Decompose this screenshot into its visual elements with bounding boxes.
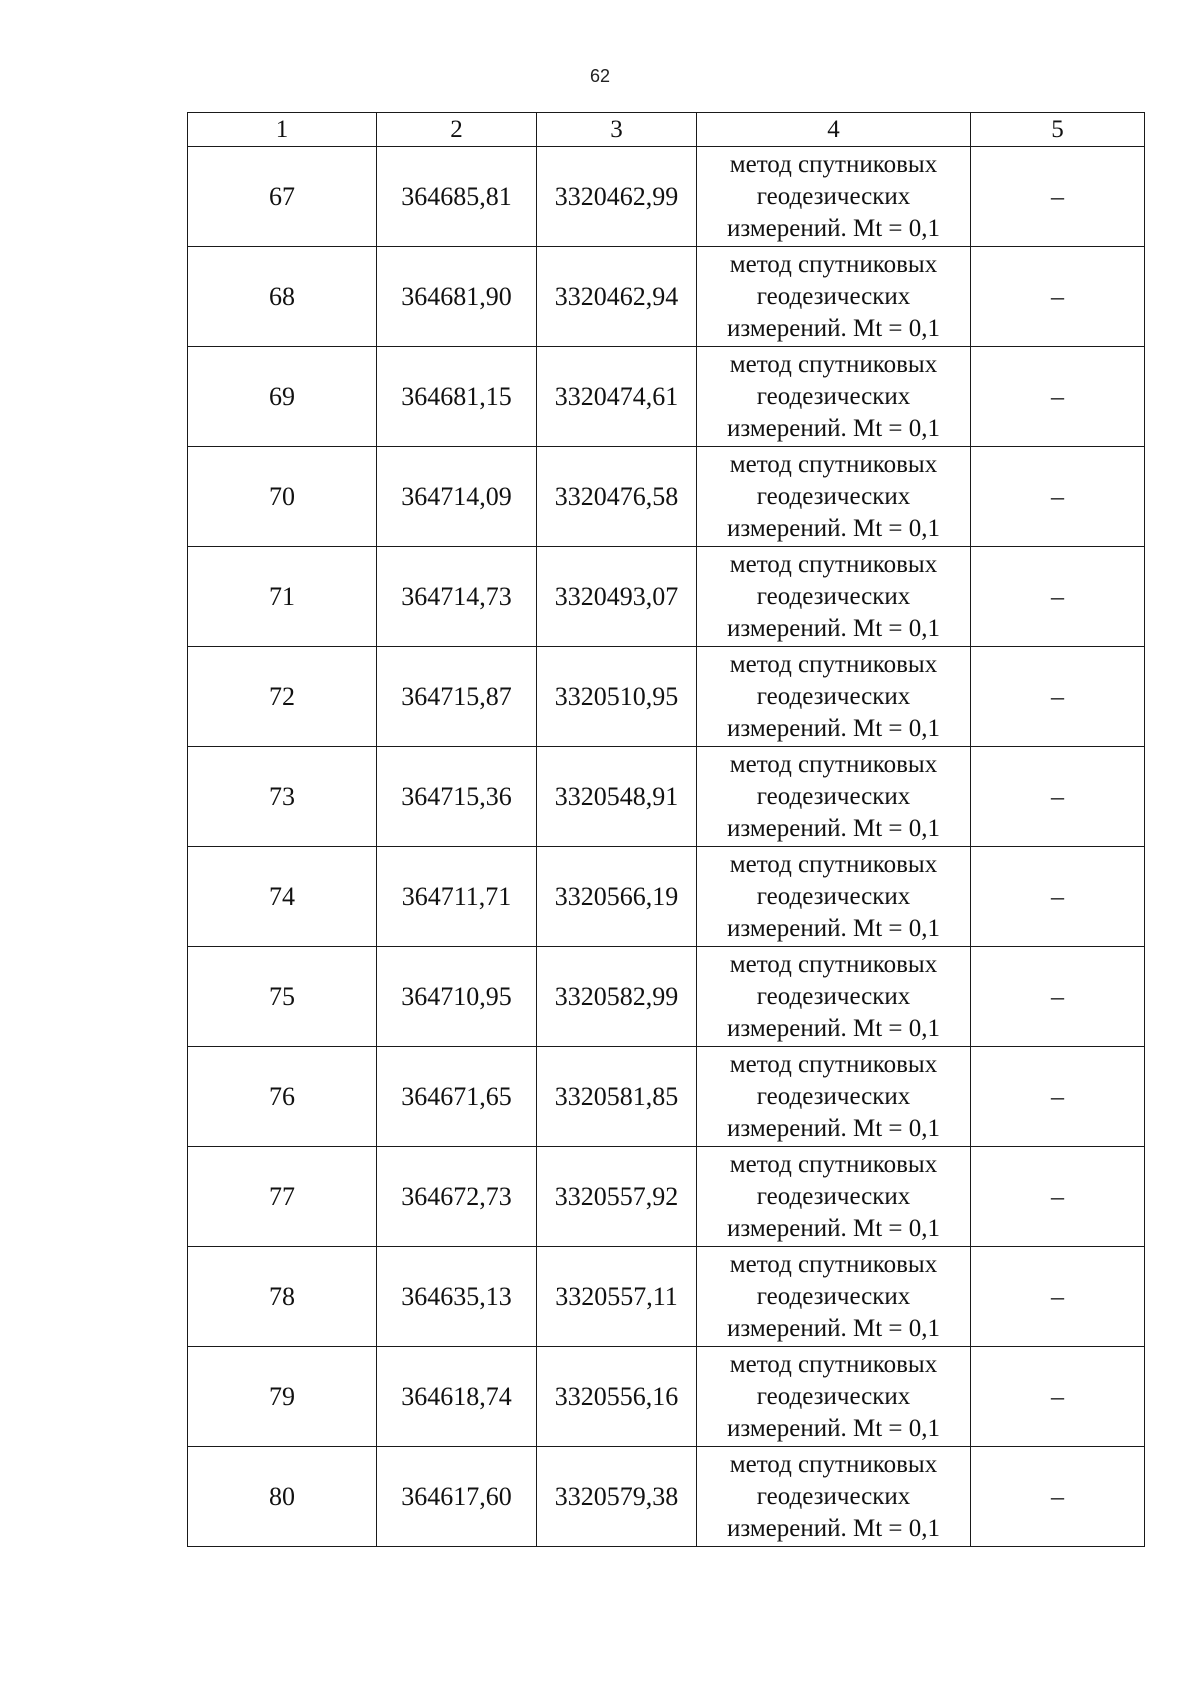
method-cell [697, 1247, 971, 1347]
point-number-cell: 72 [188, 647, 377, 747]
page-number: 62 [589, 66, 611, 86]
note-cell: – [971, 947, 1145, 1047]
method-text-line-2: геодезических [756, 482, 911, 510]
method-text-line-1: метод спутниковых [729, 1350, 938, 1378]
table-row [188, 1447, 1145, 1547]
method-text-line-1: метод спутниковых [729, 1150, 938, 1178]
method-text-line-3: измерений. Mt = 0,1 [726, 1214, 941, 1242]
note-cell: – [971, 1347, 1145, 1447]
point-number-cell: 74 [188, 847, 377, 947]
note-cell: – [971, 647, 1145, 747]
table-row [188, 147, 1145, 247]
method-text-line-1: метод спутниковых [729, 350, 938, 378]
method-text-line-1: метод спутниковых [729, 850, 938, 878]
coordinate-y-cell: 3320581,85 [537, 1047, 697, 1147]
table-row [188, 647, 1145, 747]
method-cell [697, 247, 971, 347]
method-cell [697, 147, 971, 247]
method-cell [697, 847, 971, 947]
coordinate-x-cell: 364681,90 [377, 247, 537, 347]
table-row [188, 247, 1145, 347]
method-text-line-3: измерений. Mt = 0,1 [726, 314, 941, 342]
coordinate-x-cell: 364618,74 [377, 1347, 537, 1447]
note-cell: – [971, 1447, 1145, 1547]
method-text-line-1: метод спутниковых [729, 450, 938, 478]
method-text-line-1: метод спутниковых [729, 750, 938, 778]
method-text-line-2: геодезических [756, 682, 911, 710]
method-cell [697, 1447, 971, 1547]
method-text-line-1: метод спутниковых [729, 950, 938, 978]
method-text-line-1: метод спутниковых [729, 1050, 938, 1078]
method-text-line-3: измерений. Mt = 0,1 [726, 714, 941, 742]
table-row [188, 1047, 1145, 1147]
method-text-line-2: геодезических [756, 882, 911, 910]
coordinate-y-cell: 3320548,91 [537, 747, 697, 847]
coordinate-x-cell: 364685,81 [377, 147, 537, 247]
coordinate-y-cell: 3320462,94 [537, 247, 697, 347]
method-text-line-3: измерений. Mt = 0,1 [726, 914, 941, 942]
coordinate-y-cell: 3320476,58 [537, 447, 697, 547]
note-cell: – [971, 1247, 1145, 1347]
coordinate-x-cell: 364617,60 [377, 1447, 537, 1547]
method-text-line-2: геодезических [756, 582, 911, 610]
method-text-line-3: измерений. Mt = 0,1 [726, 1014, 941, 1042]
method-cell [697, 347, 971, 447]
note-cell: – [971, 1147, 1145, 1247]
coordinate-y-cell: 3320582,99 [537, 947, 697, 1047]
method-text-line-2: геодезических [756, 1482, 911, 1510]
point-number-cell: 73 [188, 747, 377, 847]
method-text-line-3: измерений. Mt = 0,1 [726, 514, 941, 542]
coordinate-x-cell: 364711,71 [377, 847, 537, 947]
coordinate-y-cell: 3320462,99 [537, 147, 697, 247]
point-number-cell: 68 [188, 247, 377, 347]
point-number-cell: 75 [188, 947, 377, 1047]
coordinates-table-container [187, 112, 1144, 1547]
method-text-line-1: метод спутниковых [729, 650, 938, 678]
method-text-line-2: геодезических [756, 382, 911, 410]
note-cell: – [971, 1047, 1145, 1147]
method-cell [697, 647, 971, 747]
method-text-line-1: метод спутниковых [729, 150, 938, 178]
method-text-line-3: измерений. Mt = 0,1 [726, 414, 941, 442]
note-cell: – [971, 247, 1145, 347]
method-text-line-3: измерений. Mt = 0,1 [726, 614, 941, 642]
point-number-cell: 80 [188, 1447, 377, 1547]
column-header-4: 4 [697, 113, 971, 147]
coordinate-x-cell: 364715,87 [377, 647, 537, 747]
method-text-line-3: измерений. Mt = 0,1 [726, 1314, 941, 1342]
note-cell: – [971, 847, 1145, 947]
point-number-cell: 77 [188, 1147, 377, 1247]
header-row [188, 113, 1145, 147]
method-text-line-1: метод спутниковых [729, 1450, 938, 1478]
coordinate-y-cell: 3320579,38 [537, 1447, 697, 1547]
table-row [188, 447, 1145, 547]
method-cell [697, 1147, 971, 1247]
method-text-line-2: геодезических [756, 782, 911, 810]
method-text-line-3: измерений. Mt = 0,1 [726, 214, 941, 242]
method-text-line-3: измерений. Mt = 0,1 [726, 1514, 941, 1542]
coordinate-y-cell: 3320510,95 [537, 647, 697, 747]
method-text-line-3: измерений. Mt = 0,1 [726, 814, 941, 842]
method-cell [697, 447, 971, 547]
method-cell [697, 747, 971, 847]
table-row [188, 347, 1145, 447]
method-cell [697, 1047, 971, 1147]
column-header-5: 5 [971, 113, 1145, 147]
method-text-line-2: геодезических [756, 182, 911, 210]
note-cell: – [971, 147, 1145, 247]
method-text-line-1: метод спутниковых [729, 1250, 938, 1278]
coordinate-x-cell: 364715,36 [377, 747, 537, 847]
coordinate-y-cell: 3320566,19 [537, 847, 697, 947]
method-cell [697, 547, 971, 647]
coordinate-x-cell: 364714,73 [377, 547, 537, 647]
coordinate-x-cell: 364710,95 [377, 947, 537, 1047]
table-row [188, 747, 1145, 847]
coordinate-y-cell: 3320493,07 [537, 547, 697, 647]
column-header-1: 1 [188, 113, 377, 147]
coordinate-x-cell: 364635,13 [377, 1247, 537, 1347]
method-text-line-2: геодезических [756, 982, 911, 1010]
coordinate-y-cell: 3320557,11 [537, 1247, 697, 1347]
method-text-line-3: измерений. Mt = 0,1 [726, 1414, 941, 1442]
coordinate-y-cell: 3320556,16 [537, 1347, 697, 1447]
method-text-line-2: геодезических [756, 1082, 911, 1110]
method-cell [697, 947, 971, 1047]
method-text-line-3: измерений. Mt = 0,1 [726, 1114, 941, 1142]
point-number-cell: 76 [188, 1047, 377, 1147]
method-text-line-2: геодезических [756, 1182, 911, 1210]
method-text-line-2: геодезических [756, 1282, 911, 1310]
table-row [188, 1147, 1145, 1247]
coordinates-table [187, 112, 1145, 1547]
coordinate-x-cell: 364681,15 [377, 347, 537, 447]
coordinate-x-cell: 364671,65 [377, 1047, 537, 1147]
note-cell: – [971, 447, 1145, 547]
coordinate-y-cell: 3320557,92 [537, 1147, 697, 1247]
table-row [188, 547, 1145, 647]
table-row [188, 1347, 1145, 1447]
method-cell [697, 1347, 971, 1447]
note-cell: – [971, 347, 1145, 447]
point-number-cell: 78 [188, 1247, 377, 1347]
point-number-cell: 71 [188, 547, 377, 647]
note-cell: – [971, 547, 1145, 647]
method-text-line-2: геодезических [756, 1382, 911, 1410]
table-row [188, 1247, 1145, 1347]
column-header-3: 3 [537, 113, 697, 147]
coordinate-x-cell: 364714,09 [377, 447, 537, 547]
table-header [188, 113, 1145, 147]
table-row [188, 947, 1145, 1047]
method-text-line-1: метод спутниковых [729, 250, 938, 278]
table-body [188, 147, 1145, 1547]
method-text-line-2: геодезических [756, 282, 911, 310]
point-number-cell: 69 [188, 347, 377, 447]
note-cell: – [971, 747, 1145, 847]
method-text-line-1: метод спутниковых [729, 550, 938, 578]
coordinate-x-cell: 364672,73 [377, 1147, 537, 1247]
column-header-2: 2 [377, 113, 537, 147]
point-number-cell: 67 [188, 147, 377, 247]
coordinate-y-cell: 3320474,61 [537, 347, 697, 447]
point-number-cell: 79 [188, 1347, 377, 1447]
table-row [188, 847, 1145, 947]
point-number-cell: 70 [188, 447, 377, 547]
